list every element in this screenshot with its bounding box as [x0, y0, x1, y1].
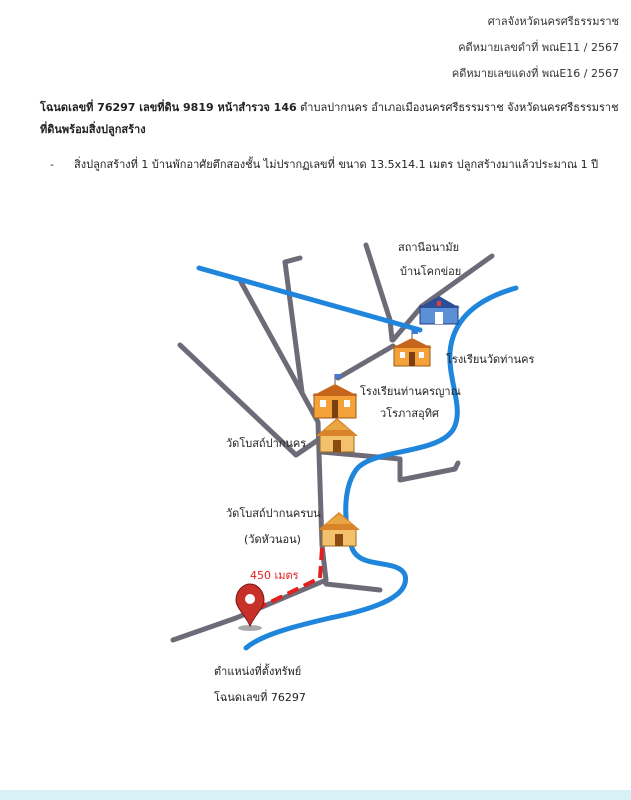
school-icon — [312, 374, 358, 418]
label-health-station-2: บ้านโคกข่อย — [400, 265, 462, 278]
label-school-wat-tha-nakhon: โรงเรียนวัดท่านคร — [446, 353, 535, 366]
label-wat-bot: วัดโบสถ์ปากนคร — [226, 437, 307, 450]
label-asset-deed: โฉนดเลขที่ 76297 — [214, 691, 306, 704]
court-name: ศาลจังหวัดนครศรีธรรมราช — [487, 15, 619, 28]
road-northeast — [338, 346, 393, 378]
label-asset-location: ตำแหน่งที่ตั้งทรัพย์ — [214, 665, 302, 678]
temple-icon — [318, 512, 360, 546]
health-station-icon — [418, 296, 460, 324]
bullet-dash: - — [50, 158, 54, 171]
red-case-number: คดีหมายเลขแดงที่ พณE16 / 2567 — [451, 67, 619, 80]
road-north — [366, 245, 392, 340]
temple-icon — [316, 418, 358, 452]
property-subtitle: ที่ดินพร้อมสิ่งปลูกสร้าง — [40, 123, 146, 136]
black-case-number: คดีหมายเลขดำที่ พณE11 / 2567 — [458, 41, 619, 54]
road-north-left — [285, 258, 302, 392]
location-pin-icon — [236, 584, 264, 631]
road-southeast — [326, 584, 380, 590]
river-north — [199, 268, 420, 330]
label-school-tha-nakhon: โรงเรียนท่านครญาณ — [360, 385, 461, 398]
deed-number: โฉนดเลขที่ 76297 เลขที่ดิน 9819 หน้าสำรวจ 146 — [40, 101, 297, 114]
label-school-tha-nakhon-2: วโรภาสอุทิศ — [380, 407, 439, 420]
distance-label: 450 เมตร — [250, 569, 299, 582]
deed-location: ตำบลปากนคร อำเภอเมืองนครศรีธรรมราช จังหวัดนครศรีธรรมราช — [296, 101, 619, 114]
building-description: สิ่งปลูกสร้างที่ 1 บ้านพักอาศัยตึกสองชั้น ไม่ปรากฏเลขที่ ขนาด 13.5x14.1 เมตร ปลูกสร้างมาแล้วประมาณ 1 ปี — [74, 158, 599, 171]
label-health-station: สถานีอนามัย — [398, 241, 460, 254]
label-wat-hua-non: (วัดหัวนอน) — [244, 533, 301, 546]
footer-bar — [0, 790, 631, 800]
label-wat-bot-bon: วัดโบสถ์ปากนครบน — [226, 507, 321, 520]
